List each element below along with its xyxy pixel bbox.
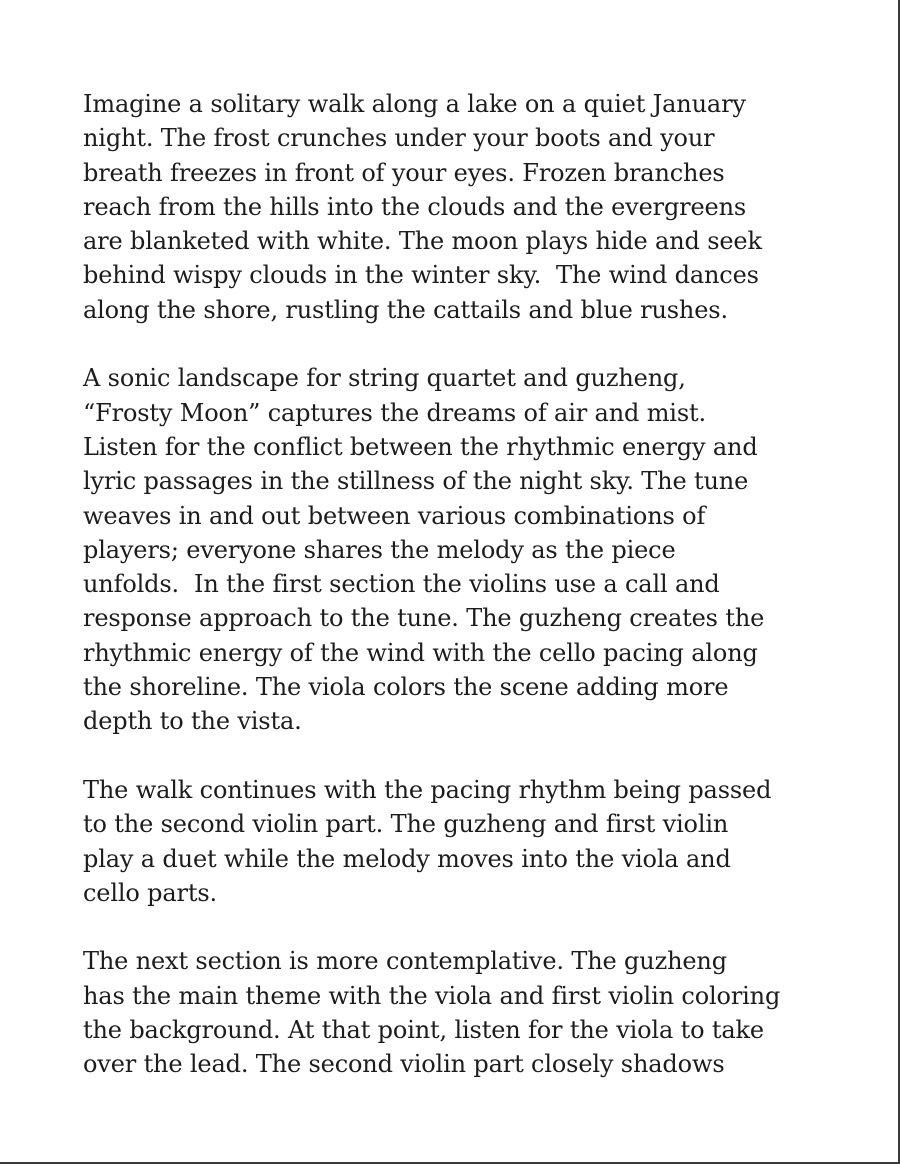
text-line: The next section is more contemplative. The guzheng	[83, 947, 727, 976]
text-line: reach from the hills into the clouds and the evergreens	[83, 192, 747, 221]
text-line: night. The frost crunches under your boots and your	[83, 124, 715, 153]
text-line: rhythmic energy of the wind with the cello pacing along	[83, 638, 758, 667]
document-body	[83, 87, 823, 1116]
text-line: response approach to the tune. The guzheng creates the	[83, 604, 765, 633]
text-line: weaves in and out between various combinations of	[83, 501, 706, 530]
text-line: players; everyone shares the melody as the piece	[83, 535, 676, 564]
text-line: are blanketed with white. The moon plays hide and seek	[83, 227, 762, 256]
text-line: lyric passages in the stillness of the night sky. The tune	[83, 467, 749, 496]
text-line: The walk continues with the pacing rhythm being passed	[83, 775, 772, 804]
text-line: depth to the vista.	[83, 707, 302, 736]
paragraph-lake-walk	[83, 87, 823, 327]
text-line: cello parts.	[83, 878, 218, 907]
text-line: A sonic landscape for string quartet and guzheng,	[83, 364, 686, 393]
text-line: the shoreline. The viola colors the scene adding more	[83, 673, 729, 702]
text-line: has the main theme with the viola and first violin coloring	[83, 981, 781, 1010]
text-line: play a duet while the melody moves into the viola and	[83, 844, 731, 873]
text-line: unfolds. In the first section the violins use a call and	[83, 570, 720, 599]
paragraph-sonic-landscape	[83, 361, 823, 738]
text-line: over the lead. The second violin part closely shadows	[83, 1050, 725, 1079]
paragraph-contemplative-section	[83, 944, 823, 1081]
text-line: along the shore, rustling the cattails and blue rushes.	[83, 295, 728, 324]
text-line: to the second violin part. The guzheng and first violin	[83, 810, 729, 839]
text-line: Listen for the conflict between the rhythmic energy and	[83, 432, 758, 461]
text-line: “Frosty Moon” captures the dreams of air and mist.	[83, 398, 706, 427]
paragraph-walk-continues	[83, 773, 823, 910]
text-line: behind wispy clouds in the winter sky. The wind dances	[83, 261, 759, 290]
text-line: Imagine a solitary walk along a lake on a quiet January	[83, 90, 746, 118]
text-line: the background. At that point, listen for the viola to take	[83, 1016, 764, 1045]
text-line: breath freezes in front of your eyes. Frozen branches	[83, 158, 725, 187]
